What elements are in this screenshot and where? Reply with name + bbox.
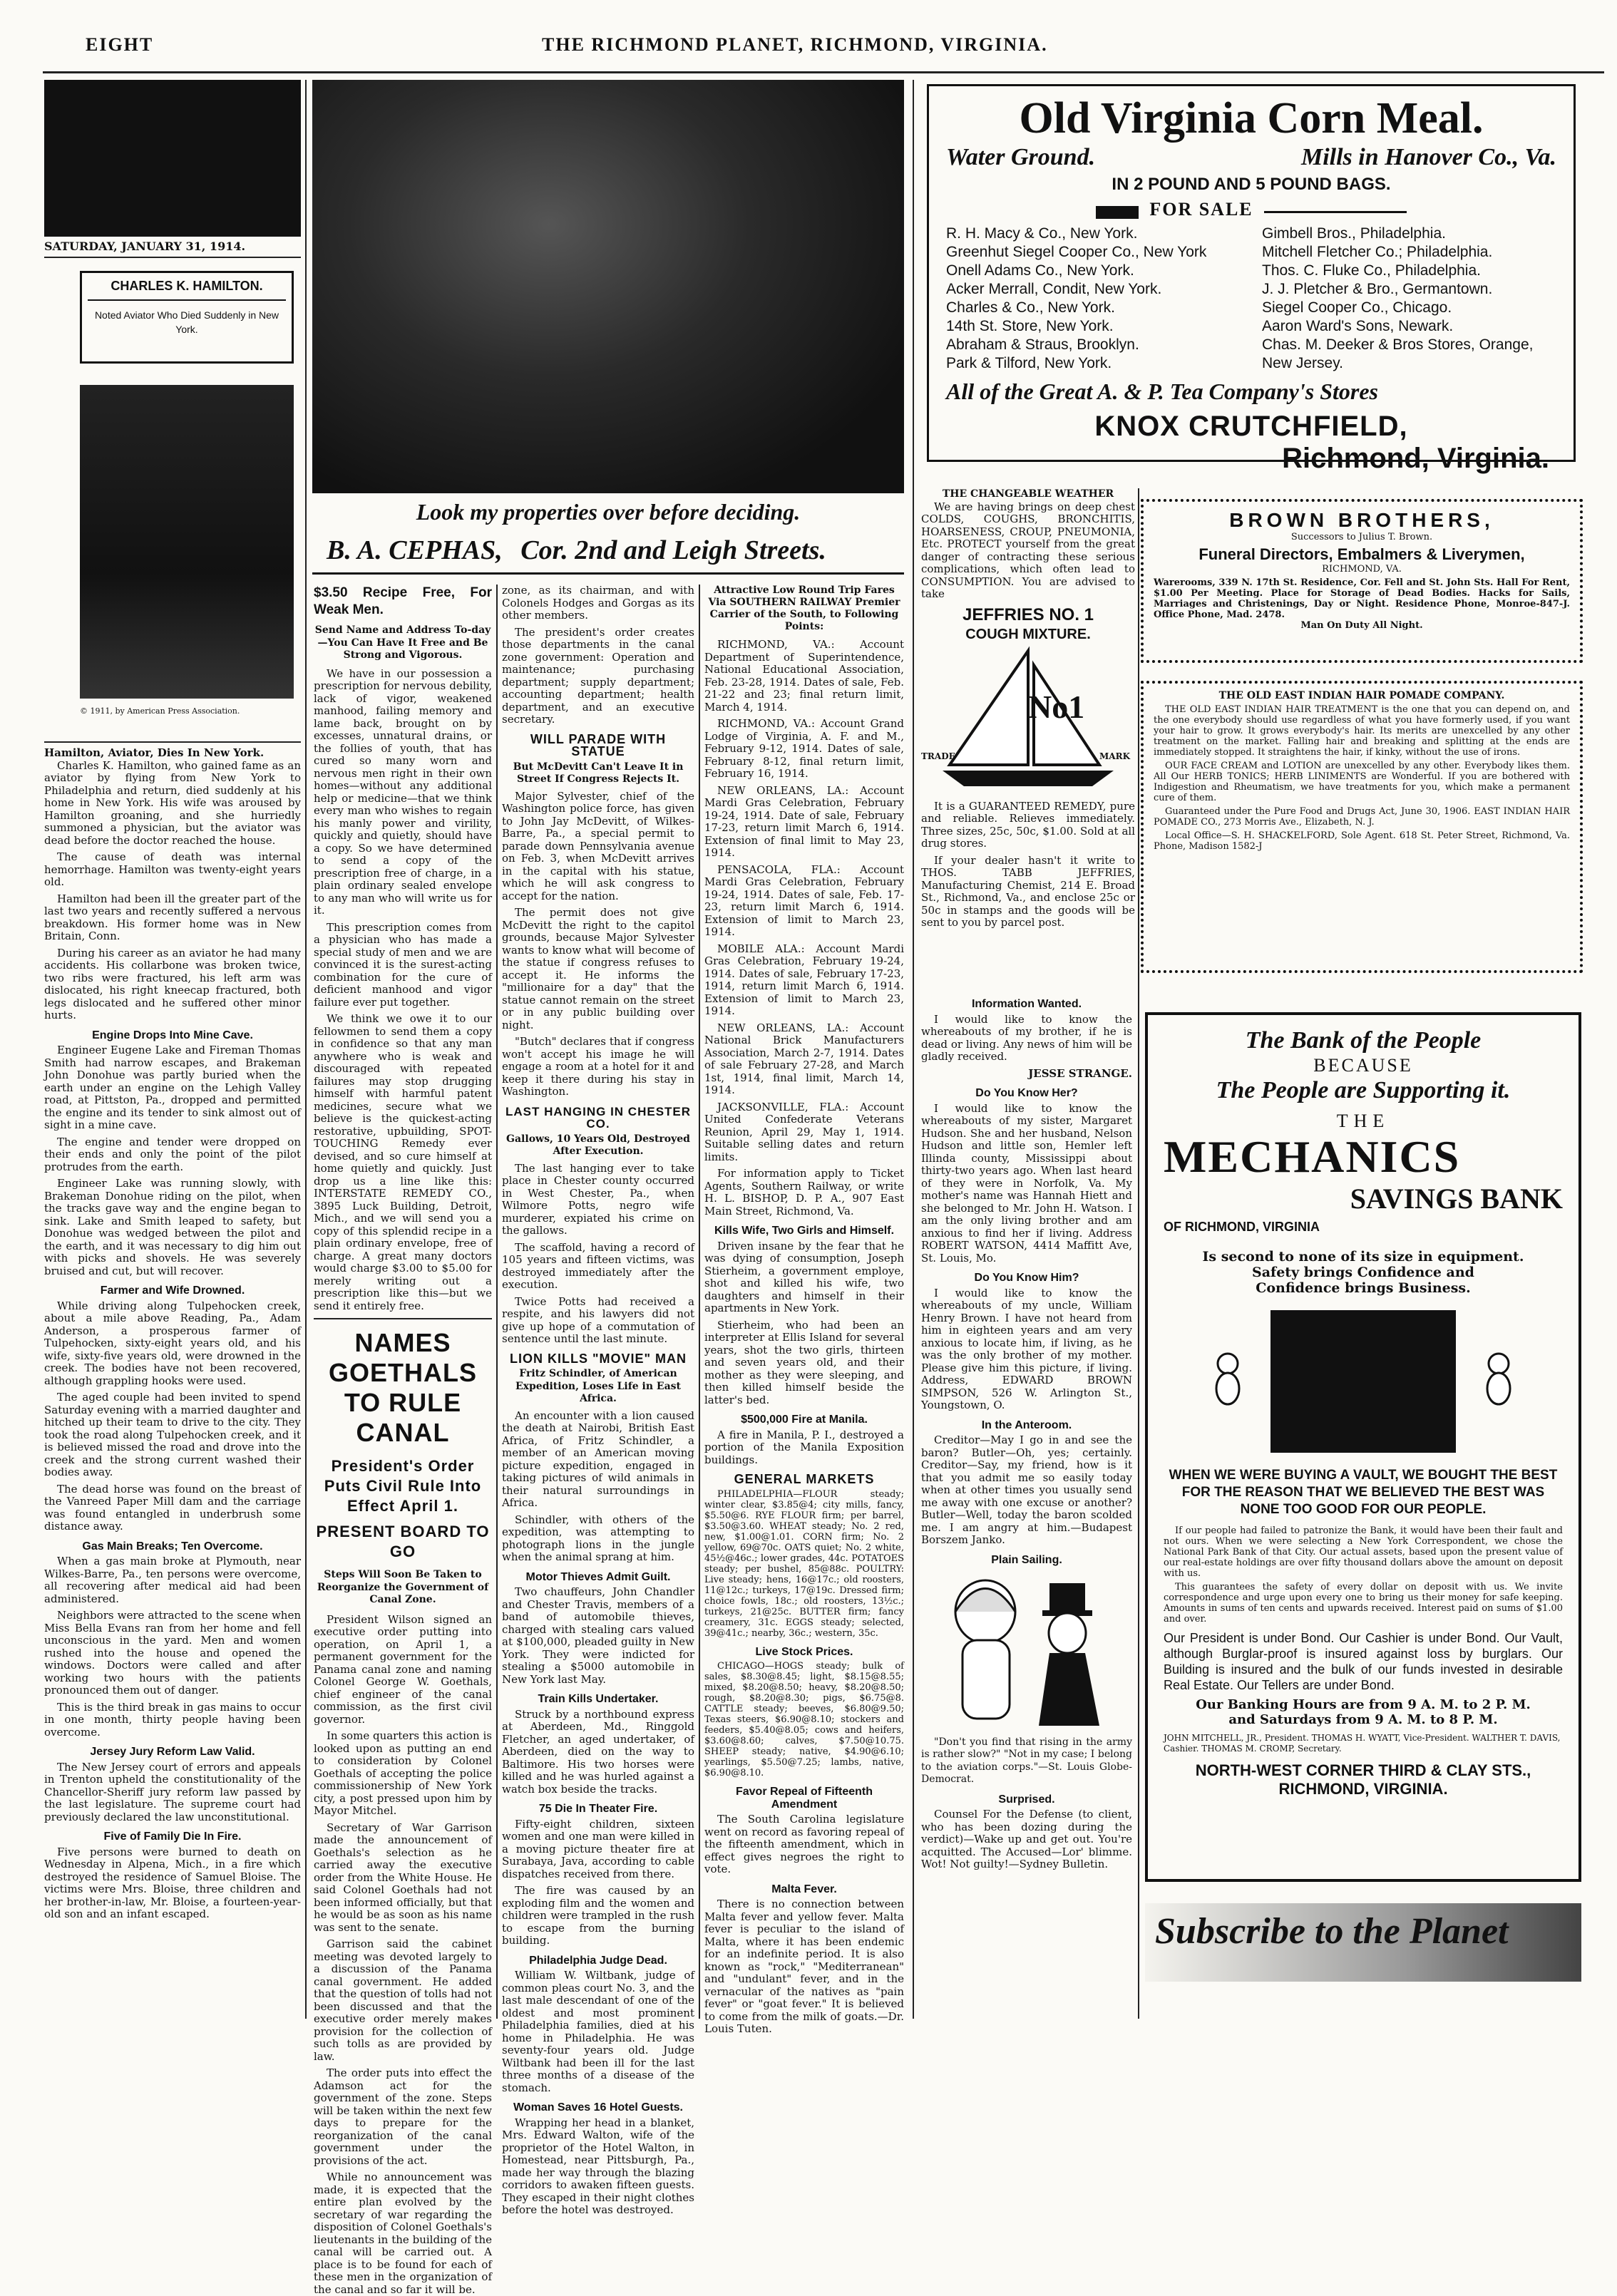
seller-item: Thos. C. Fluke Co., Philadelphia. — [1262, 262, 1481, 279]
article-paragraph: The New Jersey court of errors and appeals in Trenton upheld the constitutionality of the Chancellor-Sheriff jury reform law passed by the last legislature. The supreme court had previously declared the law unconstitutional. — [44, 1760, 301, 1823]
article-paragraph: While no announcement was made, it is expected that the entire plan evolved by the secretary of war regarding the disposition of Colonel Goethals's lieutenants in the building of the canal will be carried out. A place is to be found for each of these men in the organization of the canal and so far it will be. — [314, 2171, 492, 2296]
cherub-icon — [1206, 1349, 1249, 1414]
article-paragraph: The South Carolina legislature went on record as favoring repeal of the fifteenth amendment, which in effect gives negroes the right to vote. — [704, 1813, 904, 1875]
article-paragraph: The scaffold, having a record of 105 years and fifteen victims, was destroyed immediately after the execution. — [502, 1240, 694, 1291]
seller-item: 14th St. Store, New York. — [946, 318, 1114, 334]
knox-crutchfield: KNOX CRUTCHFIELD, — [1094, 411, 1408, 442]
trademark-boat — [921, 644, 1135, 800]
headline: Plain Sailing. — [991, 1553, 1062, 1566]
lion-headline: LION KILLS "MOVIE" MAN — [509, 1351, 687, 1366]
masthead-running: THE RICHMOND PLANET, RICHMOND, VIRGINIA. — [542, 34, 1048, 55]
article-paragraph: President Wilson signed an executive order putting into operation, on April 1, a permanent government for the Panama canal zone and naming Colonel George W. Goethals, chief engineer of the canal commission, as the first civil governor. — [314, 1612, 492, 1726]
cherub-icon — [1477, 1349, 1520, 1414]
article-paragraph: In some quarters this action is looked upon as putting an end to consideration by Colonel Goethals of accepting the police commissionership of New York city, a post pressed upon him by Mayor Mitchel. — [314, 1729, 492, 1817]
bank-vault: WHEN WE WERE BUYING A VAULT, WE BOUGHT THE BEST FOR THE REASON THAT WE BELIEVED THE BEST WAS NONE TOO GOOD FOR OUR PEOPLE. — [1169, 1468, 1558, 1517]
bank-building-photo — [1270, 1310, 1456, 1453]
article-paragraph: Wrapping her head in a blanket, Mrs. Edward Walton, wife of the proprietor of the Hotel Walton, in Homestead, near Pittsburgh, Pa., made her way through the blazing corridors to awaken fifteen guests. They escaped in their night clothes before the hotel was destroyed. — [502, 2116, 694, 2216]
recipe-subhead: Send Name and Address To-day—You Can Have It Free and Be Strong and Vigorous. — [314, 624, 491, 661]
brown-city: RICHMOND, VA. — [1322, 564, 1402, 575]
jeffries-name: JEFFRIES NO. 1 — [962, 604, 1094, 624]
article-paragraph: We are having brings on deep chest COLDS, COUGHS, BRONCHITIS, HOARSENESS, CROUP, PNEUMONIA, Etc. PROTECT yourself from the great danger of contracting these serious complications, which often lead to CONSUMPTION. You are advised to take — [921, 500, 1135, 600]
article-paragraph: zone, as its chairman, and with Colonels Hodges and Gorgas as its other members. — [502, 584, 694, 622]
article-paragraph: The president's order creates those departments in the canal zone government: Operation and maintenance; purchasing department; supply department; accounting department; health department, and an executive secretary. — [502, 625, 694, 726]
jeffries-cough-ad — [921, 488, 1135, 1059]
column-rule — [913, 80, 914, 2019]
article-paragraph: Five persons were burned to death on Wednesday in Alpena, Mich., in a fire which destroyed the residence of Samuel Bloise. The victims were Mrs. Bloise, three children and her brother-in-law, Mr. Bloise, a fourteen-year-old son and an infant escaped. — [44, 1845, 301, 1920]
sellers-right-column — [1262, 225, 1556, 373]
headline: Favor Repeal of Fifteenth Amendment — [735, 1786, 873, 1811]
seller-item: Greenhut Siegel Cooper Co., New York — [946, 244, 1207, 260]
article-paragraph: The fire was caused by an exploding film and the women and children were trampled in the rush to escape from the burning building. — [502, 1884, 694, 1947]
recipe-headline: $3.50 Recipe Free, For Weak Men. — [314, 585, 492, 617]
column-rule — [496, 585, 498, 2019]
seller-item: Abraham & Straus, Brooklyn. — [946, 336, 1139, 353]
article-paragraph: Twice Potts had received a respite, and his lawyers did not give up hope of a commutation of sentence until the last minute. — [502, 1294, 694, 1345]
article-paragraph: The aged couple had been invited to spend Saturday evening with a married daughter and hitched up their team to drive to the city. They took the road along Tulpehocken creek, and it is believed missed the road and drove into the creek and the strong current washed their bodies away. — [44, 1391, 301, 1478]
col1-rule — [44, 741, 301, 743]
article-paragraph: If your dealer hasn't it write to THOS. TABB JEFFRIES, Manufacturing Chemist, 214 E. Broad St., Richmond, Va., and enclose 25c or 50c in stamps and the goods will be sent to you by parcel post. — [921, 853, 1135, 929]
bank-hours-1: Our Banking Hours are from 9 A. M. to 2 P. M. — [1196, 1697, 1531, 1712]
headline: Five of Family Die In Fire. — [103, 1831, 242, 1843]
bank-of: OF RICHMOND, VIRGINIA — [1164, 1220, 1320, 1234]
article-paragraph: It is a GUARANTEED REMEDY, pure and reliable. Relieves immediately. Three sizes, 25c, 50c, $1.00. Sold at all drug stores. — [921, 799, 1135, 850]
bank-p2: This guarantees the safety of every dollar on deposit with us. We invite correspondence and urge upon every one to bring us their money for safe keeping. Amounts in sums of ten cents and upwards received. Interest paid on sums of $1.00 and over. — [1164, 1582, 1563, 1625]
headline: Farmer and Wife Drowned. — [100, 1285, 245, 1297]
bank-cherub-block — [1164, 1310, 1563, 1453]
hamilton-photo — [80, 385, 294, 699]
sellers-left-column — [946, 225, 1241, 373]
article-paragraph: Major Sylvester, chief of the Washington police force, has given to John Jay McDevitt, of Wilkes-Barre, Pa., a special permit to parade down Pennsylvania avenue on Feb. 3, when McDevitt arrives in the capital with his statue, which he will ask congress to accept for the nation. — [502, 789, 694, 902]
markets-headline: GENERAL MARKETS — [734, 1472, 875, 1486]
article-paragraph: While driving along Tulpehocken creek, about a mile above Reading, Pa., Adam Anderson, a prosperous farmer of Tulpehocken, sixty-eight years old, and his wife, sixty-five years old, were drowned in the creek. The bodies have not been recovered, although grappling hooks were used. — [44, 1299, 301, 1387]
cephas-slogan: Look my properties over before deciding. — [416, 499, 801, 525]
bank-city: RICHMOND, VIRGINIA. — [1278, 1780, 1448, 1798]
hamilton-caption: Noted Aviator Who Died Suddenly in New York. — [94, 309, 279, 335]
article-paragraph: MOBILE ALA.: Account Mardi Gras Celebration, February 19-24, 1914. Dates of sale, February 17-23, 1914, return limit March 6, 1914. Extension of limit to March 23, 1914. — [704, 942, 904, 1017]
pomade-p3: Guaranteed under the Pure Food and Drugs Act, June 30, 1906. EAST INDIAN HAIR POMADE CO., 273 Morris Ave., Elizabeth, N. J. — [1154, 806, 1570, 828]
headline: Surprised. — [998, 1793, 1055, 1806]
article-paragraph: Struck by a northbound express at Aberdeen, Md., Ringgold Fletcher, an aged undertaker, of Aberdeen, died on the way to Baltimore. His two horses were killed and he was hurled against a watch box beside the tracks. — [502, 1707, 694, 1796]
corn-meal-tagline — [946, 143, 1556, 172]
seller-item: R. H. Macy & Co., New York. — [946, 225, 1138, 242]
cartoon-caption: "Don't you find that rising in the army is rather slow?" "Not in my case; I belong to the aviation corps."—St. Louis Globe-Democrat. — [921, 1736, 1132, 1785]
headline: Woman Saves 16 Hotel Guests. — [513, 2101, 683, 2114]
trade-label: TRADE — [921, 751, 955, 761]
article-paragraph: PENSACOLA, FLA.: Account Mardi Gras Celebration, February 19-24, 1914. Dates of sale, Feb. 17-23, return limit March 6, 1914. Extension of limit to March 23, 1914. — [704, 863, 904, 938]
article-paragraph: A fire in Manila, P. I., destroyed a portion of the Manila Exposition buildings. — [704, 1428, 904, 1466]
bank-because: BECAUSE — [1313, 1055, 1413, 1076]
pomade-p4: Local Office—S. H. SHACKELFORD, Sole Agent. 618 St. Peter Street, Richmond, Va. Phone, Madison 1582-J — [1154, 830, 1570, 852]
photo-credit: © 1911, by American Press Association. — [80, 706, 240, 716]
column-1 — [44, 747, 301, 2023]
article-paragraph: NEW ORLEANS, LA.: Account Mardi Gras Celebration, February 19-24, 1914. Date of sale, February 17-23, return limit March 6, 1914. Extension of final limit to May 23, 1914. — [704, 783, 904, 859]
top-left-dark-block — [44, 80, 301, 237]
knox-city: Richmond, Virginia. — [1282, 443, 1549, 474]
bag-sizes: IN 2 POUND AND 5 POUND BAGS. — [1112, 175, 1391, 194]
article-paragraph: The cause of death was internal hemorrhage. Hamilton was twenty-eight years old. — [44, 850, 301, 888]
article-paragraph: Hamilton had been ill the greater part of the last two years and recently suffered a nervous breakdown. His former home was in New Britain, Conn. — [44, 892, 301, 942]
headline: Malta Fever. — [771, 1883, 837, 1895]
for-sale-label: FOR SALE — [1149, 199, 1253, 220]
headline: Information Wanted. — [971, 998, 1082, 1010]
bank-line-1: The Bank of the People — [1245, 1027, 1482, 1054]
headline: Live Stock Prices. — [755, 1645, 853, 1658]
article-paragraph: This is the third break in gas mains to occur in one month, thirty people having been overcome. — [44, 1700, 301, 1739]
headline: Jersey Jury Reform Law Valid. — [90, 1746, 255, 1758]
bank-corner: NORTH-WEST CORNER THIRD & CLAY STS., — [1195, 1761, 1531, 1779]
water-ground: Water Ground. — [946, 144, 1096, 170]
cephas-name: B. A. CEPHAS, — [327, 535, 503, 565]
bank-safety-2: Confidence brings Business. — [1256, 1280, 1471, 1296]
article-paragraph: When a gas main broke at Plymouth, near Wilkes-Barre, Pa., ten persons were overcome, all recovering after medical aid had been administered. — [44, 1555, 301, 1605]
article-paragraph: Driven insane by the fear that he was dying of consumption, Joseph Stierheim, a government employe, shot and killed his wife, two daughters and himself in their apartments in New York. — [704, 1239, 904, 1314]
headline: In the Anteroom. — [981, 1419, 1072, 1431]
goethals-deck-3: Steps Will Soon Be Taken to Reorganize the Government of Canal Zone. — [317, 1569, 489, 1605]
article-paragraph: NEW ORLEANS, LA.: Account National Brick Manufacturers Association, March 2-7, 1914. Dates of sale February 27-28, and March 1st, 1914, final limit, March 14, 1914. — [704, 1021, 904, 1096]
headline: Train Kills Undertaker. — [538, 1693, 659, 1705]
bank-hours-2: and Saturdays from 9 A. M. to 8 P. M. — [1228, 1712, 1498, 1727]
bank-the: THE — [1336, 1111, 1390, 1131]
cephas-property-photo — [312, 80, 904, 493]
article-paragraph: For information apply to Ticket Agents, Southern Railway, or write H. L. BISHOP, D. P. A., 907 East Main Street, Richmond, Va. — [704, 1167, 904, 1218]
bank-p3: Our President is under Bond. Our Cashier is under Bond. Our Vault, although Burglar-proof is insured against loss by burglars. Our Building is insured and the bulk of our funds invested in desirable Real Estate. Our Tellers are under Bond. — [1164, 1631, 1563, 1692]
article-paragraph: The permit does not give McDevitt the right to the capitol grounds, because Major Sylvester wants to know what will become of the statue if congress refuses to accept it. He informs the "millionaire for a day" that the statue cannot remain on the street or in any public building over night. — [502, 906, 694, 1031]
goethals-deck-1: President's Order Puts Civil Rule Into Effect April 1. — [324, 1457, 482, 1515]
header-rule — [43, 71, 1604, 73]
headline: Do You Know Her? — [975, 1087, 1078, 1099]
for-sale-banner — [946, 199, 1556, 220]
article-paragraph: Engineer Lake was running slowly, with Brakeman Donohue riding on the pilot, when the tracks gave way and the engine began to sink. Lake and Smith leaped to safety, but Donohue was wedged between the pilot and the earth, and it was necessary to dig him out with picks and shovels. He was severely bruised and cut, but will recover. — [44, 1177, 301, 1277]
mark-label: MARK — [1099, 751, 1130, 761]
article-paragraph: I would like to know the whereabouts of my uncle, William Henry Brown. I have not heard from him in eighteen years and am very anxious to locate him, if living, as he was the only brother of my mother. Please give him this picture, if living. Address, EDWARD BROWN SIMPSON, 526 W. Arlington St., Youngstown, O. — [921, 1286, 1132, 1411]
hamilton-name: CHARLES K. HAMILTON. — [88, 279, 286, 301]
article-paragraph: Counsel For the Defense (to client, who has been dozing during the verdict)—Wake up and get out. You're acquitted. The Accused—Lor' blimme. Wot! Not guilty!—Sydney Bulletin. — [921, 1808, 1132, 1870]
article-paragraph: The dead horse was found on the breast of the Vanreed Paper Mill dam and the carriage was found entangled in underbrush some distance away. — [44, 1482, 301, 1533]
article-paragraph: There is no connection between Malta fever and yellow fever. Malta fever is peculiar to the island of Malta, where it has been endemic for an indefinite period. It is also known as "rock," "Mediterranean" and "undulant" fever, and in the vernacular of the natives as "pain fever" or "goat fever." It is believed to come from the milk of goats.—Dr. Louis Tuten. — [704, 1898, 904, 2035]
seller-item: Charles & Co., New York. — [946, 299, 1115, 316]
article-paragraph: The engine and tender were dropped on their ends and only the point of the pilot protrudes from the earth. — [44, 1135, 301, 1173]
article-paragraph: An encounter with a lion caused the death at Nairobi, British East Africa, of Fritz Schindler, a member of an American moving picture expedition, engaged in taking pictures of wild animals in their natural surroundings in Africa. — [502, 1409, 694, 1509]
banner-bar — [1096, 206, 1139, 219]
article-paragraph: Schindler, with others of the expedition, was attempting to photograph lions in the jungle when the animal sprang at him. — [502, 1513, 694, 1563]
article-paragraph: Secretary of War Garrison made the announcement of Goethals's selection as he carried away the executive order from the White House. He said Colonel Goethals had not been informed officially, but that he would be as soon as his name was sent to the senate. — [314, 1821, 492, 1934]
seller-item: Siegel Cooper Co., Chicago. — [1262, 299, 1452, 316]
pomade-p2: OUR FACE CREAM and LOTION are unexcelled by any other. Everybody likes them. All Our HERB TONICS; HERB LINIMENTS are Wonderful. If you are bothered with Indigestion and Rheumatism, we have treatments for you, which make a permanent cure of them. — [1154, 761, 1570, 803]
article-paragraph: Garrison said the cabinet meeting was devoted largely to a discussion of the Panama canal government. He added that the question of tolls had not been discussed and that the executive order merely makes provision for the collection of such tolls as are provided by law. — [314, 1937, 492, 2063]
headline: 75 Die In Theater Fire. — [538, 1803, 658, 1815]
brown-line: Funeral Directors, Embalmers & Liverymen, — [1198, 545, 1525, 563]
hamilton-caption-box — [80, 271, 294, 364]
cephas-address: Cor. 2nd and Leigh Streets. — [520, 535, 826, 565]
bank-p1: If our people had failed to patronize the Bank, it would have been their fault and not ours. When we were selecting a New York Correspondent, we chose the National Park Bank of that City. Our actual assets, based upon the present value of our real-estate holdings are over fifty thousand dollars above the amount on deposit with us. — [1164, 1525, 1563, 1579]
seller-item: Mitchell Fletcher Co.; Philadelphia. — [1262, 244, 1493, 260]
article-paragraph: I would like to know the whereabouts of my sister, Margaret Hudson. She and her husband, Nelson Hudson and little son, Hemler left Illinda county, Mississippi about thirty-two years ago. When last heard of they were in Norfolk, Va. My mother's name was Hannah Hiett and she belonged to Mr. John H. Watson. I am the only living brother and am anxious to find her if living. Address ROBERT WATSON, 4414 Maffitt Ave, St. Louis, Mo. — [921, 1101, 1132, 1265]
seller-item: Acker Merrall, Condit, New York. — [946, 281, 1162, 297]
hanging-headline: LAST HANGING IN CHESTER CO. — [505, 1104, 692, 1131]
dateline-rule — [44, 257, 301, 258]
article-paragraph: William W. Wiltbank, judge of common pleas court No. 3, and the last male descendant of one of the oldest and most prominent Philadelphia families, died at his home in Philadelphia. He was seventy-four years old. Judge Wiltbank had been ill for the last three months of a disease of the stomach. — [502, 1969, 694, 2094]
headline: Motor Thieves Admit Guilt. — [525, 1570, 671, 1583]
pomade-p1: THE OLD EAST INDIAN HAIR TREATMENT is the one that you can depend on, and the one everybody should use regardless of what you have formerly used, if you want your hair to grow. It grows everybody's hair. Its merits are unexcelled by any other treatment on the market. Falling hair and breaking and splitting at the ends are immediately stopped. It straightens the hair, if kinky, without the use of irons. — [1154, 704, 1570, 758]
article-paragraph: The last hanging ever to take place in Chester county occurred in West Chester, Pa., when Wilmore Potts, negro wife murderer, expiated his crime on the gallows. — [502, 1161, 694, 1237]
page-number: EIGHT — [86, 34, 154, 55]
article-paragraph: I would like to know the whereabouts of my brother, if he is dead or living. Any news of him will be gladly received. — [921, 1012, 1132, 1063]
brown-night: Man On Duty All Night. — [1300, 620, 1423, 631]
page-header — [0, 0, 1617, 71]
jeffries-subtitle: COUGH MIXTURE. — [965, 626, 1091, 642]
corn-meal-ad — [927, 84, 1576, 474]
banner-rule — [1264, 211, 1407, 213]
article-paragraph: Fifty-eight children, sixteen women and one man were killed in a moving picture theater fire at Surabaya, Java, according to cable dispatches received from there. — [502, 1817, 694, 1880]
cephas-address-line — [312, 535, 904, 575]
article-paragraph: Engineer Eugene Lake and Fireman Thomas Smith had narrow escapes, and Brakeman John Donohue was partly buried when the earth under an engine on the Lehigh Valley road, at Pittston, Pa., dropped and permitted the engine and its tender to sink almost out of sight in a mine cave. — [44, 1044, 301, 1131]
subscribe-banner: Subscribe to the Planet — [1145, 1903, 1581, 1982]
seller-item: Chas. M. Deeker & Bros Stores, Orange, New Jersey. — [1262, 336, 1534, 371]
bank-mechanics: MECHANICS — [1164, 1131, 1461, 1182]
column-rule — [1138, 488, 1139, 2019]
statue-headline: WILL PARADE WITH STATUE — [530, 731, 667, 758]
brown-brothers-ad — [1141, 499, 1583, 663]
goethals-headline: NAMES GOETHALS TO RULE CANAL — [328, 1328, 477, 1447]
signature: JESSE STRANGE. — [1028, 1066, 1132, 1080]
section-rule — [314, 1318, 492, 1319]
article-paragraph: Stierheim, who had been an interpreter at Ellis Island for several years, shot the two girls, thirteen and seven years old, and their mother as they were sleeping, and then killed himself beside the latter's bed. — [704, 1318, 904, 1406]
headline: Engine Drops Into Mine Cave. — [92, 1029, 253, 1041]
bank-safety-1: Safety brings Confidence and — [1252, 1265, 1474, 1280]
jeffries-headline: THE CHANGEABLE WEATHER — [942, 488, 1114, 500]
mills-location: Mills in Hanover Co., Va. — [1300, 144, 1556, 170]
article-paragraph: This prescription comes from a physician who has made a special study of men and we are convinced it is the surest-acting combination for the cure of deficient manhood and vigor failure ever put together. — [314, 920, 492, 1009]
headline: Do You Know Him? — [974, 1272, 1079, 1284]
column-rule — [699, 585, 700, 2019]
column-2 — [314, 585, 492, 2296]
bank-officers: JOHN MITCHELL, JR., President. THOMAS H. WYATT, Vice-President. WALTHER T. DAVIS, Cashier. THOMAS M. CROMP, Secretary. — [1164, 1733, 1561, 1754]
article-paragraph: "Butch" declares that if congress won't accept his image he will engage a room at a hotel for it and keep it there during his stay in Washington. — [502, 1035, 694, 1098]
article-paragraph: PHILADELPHIA—FLOUR steady; winter clear, $3.85@4; city mills, fancy, $5.50@6. RYE FLOUR firm; per barrel, $3.50@3.60. WHEAT steady; No. 2 red, new, $1.00@1.01. CORN firm; No. 2 yellow, 69@70c. OATS quiet; No. 2 white, 45½@46c.; lower grades, 44c. POTATOES steady; per bushel, 85@88c. POULTRY: Live steady; hens, 16@17c.; old roosters, 11@12c.; turkeys, 17@19c. Dressed firm; choice fowls, 18c.; old roosters, 13½c.; turkeys, 21@25c. BUTTER firm; fancy creamery, 31c. EGGS steady; selected, 39@41c.; nearby, 36c.; western, 35c. — [704, 1488, 904, 1639]
seller-item: Onell Adams Co., New York. — [946, 262, 1134, 279]
brown-title: BROWN BROTHERS, — [1229, 509, 1494, 531]
pomade-ad — [1141, 681, 1583, 973]
tea-company-line: All of the Great A. & P. Tea Company's Stores — [946, 379, 1378, 404]
article-paragraph: Charles K. Hamilton, who gained fame as an aviator by flying from New York to Philadelphia and return, died suddenly at his home in New York. His wife was aroused by Hamilton groaning, and she hurriedly summoned a physician, but the aviator was dead before the doctor reached the house. — [44, 758, 301, 847]
article-paragraph: During his career as an aviator he had many accidents. His collarbone was broken twice, two ribs were fractured, his left arm was dislocated, his right kneecap fractured, both legs dislocated and he suffered other minor hurts. — [44, 946, 301, 1021]
headline: Gas Main Breaks; Ten Overcome. — [82, 1540, 263, 1553]
article-paragraph: The order puts into effect the Adamson act for the government of the zone. Steps will be taken within the next few days to prepare for the reorganization of the canal government under the provisions of the act. — [314, 2066, 492, 2167]
pomade-title: THE OLD EAST INDIAN HAIR POMADE COMPANY. — [1218, 690, 1505, 701]
dateline: SATURDAY, JANUARY 31, 1914. — [44, 240, 246, 253]
article-paragraph: We think we owe it to our fellowmen to send them a copy in confidence so that any man anywhere who is weak and discouraged with repeated failures may stop drugging himself with harmful patent medicines, secure what we believe is the quickest-acting restorative, upbuilding, SPOT-TOUCHING Remedy ever devised, and so cure himself at home quietly and quickly. Just drop us a line like this: INTERSTATE REMEDY CO., 3895 Luck Building, Detroit, Mich., and we will send you a copy of this splendid recipe in a plain ordinary envelope, free of charge. A great many doctors would charge $3.00 to $5.00 for merely writing out a prescription like this—but we send it entirely free. — [314, 1012, 492, 1312]
article-paragraph: RICHMOND, VA.: Account Department of Superintendence, National Educational Association, Feb. 23-28, 1914. Dates of sale, Feb. 21-22 and 23; final return limit, March 4, 1914. — [704, 638, 904, 714]
hamilton-headline: Hamilton, Aviator, Dies In New York. — [44, 746, 265, 759]
sail-number: No1 — [1028, 688, 1085, 725]
mechanics-bank-ad — [1145, 1012, 1581, 1882]
headline: $500,000 Fire at Manila. — [741, 1414, 868, 1426]
seller-item: Park & Tilford, New York. — [946, 355, 1112, 371]
goethals-deck-2: PRESENT BOARD TO GO — [316, 1523, 490, 1560]
statue-deck: But McDevitt Can't Leave It in Street If Congress Rejects It. — [513, 761, 684, 785]
seller-item: Gimbell Bros., Philadelphia. — [1262, 225, 1446, 242]
headline: Kills Wife, Two Girls and Himself. — [714, 1225, 895, 1237]
bank-second: Is second to none of its size in equipment. — [1202, 1249, 1524, 1265]
brown-successor: Successors to Julius T. Brown. — [1290, 532, 1433, 542]
brown-details: Warerooms, 339 N. 17th St. Residence, Cor. Fell and St. John Sts. Hall For Rent, $1.00 Per Meeting. Place for Storage of Dead Bodies. Hacks for Sails, Marriages and Christenings, Day or Night. Residence Phone, Monroe-847-J. Office Phone, Mad. 2478. — [1154, 577, 1570, 620]
article-paragraph: Two chauffeurs, John Chandler and Chester Travis, members of a band of automobile thieves, charged with stealing cars valued at $100,000, pleaded guilty in New York. They were indicted for stealing a $5000 automobile in New York last May. — [502, 1585, 694, 1686]
seller-item: Aaron Ward's Sons, Newark. — [1262, 318, 1454, 334]
column-3 — [502, 584, 694, 2216]
article-paragraph: Neighbors were attracted to the scene when Miss Bella Evans ran from her home and fell unconscious in the yard. Men and women rushed into the house and opened the windows. Doctors were called and after working two hours with the patients pronounced them out of danger. — [44, 1609, 301, 1697]
bank-line-3: The People are Supporting it. — [1216, 1077, 1511, 1103]
column-rule — [305, 80, 307, 2019]
article-paragraph: RICHMOND, VA.: Account Grand Lodge of Virginia, A. F. and M., February 9-12, 1914. Dates of sale, February 8-12, final return limit, February 16, 1914. — [704, 717, 904, 780]
headline: Philadelphia Judge Dead. — [529, 1954, 667, 1967]
aviator-cartoon-illustration — [921, 1569, 1132, 1733]
seller-item: J. J. Pletcher & Bro., Germantown. — [1262, 281, 1493, 297]
corn-meal-title: Old Virginia Corn Meal. — [1019, 94, 1484, 143]
article-paragraph: JACKSONVILLE, FLA.: Account United Confederate Veterans Reunion, April 29, May 1, 1914. Suitable selling dates and return limits. — [704, 1100, 904, 1163]
railway-headline: Attractive Low Round Trip Fares Via SOUTHERN RAILWAY Premier Carrier of the South, to Following Points: — [708, 585, 900, 632]
sellers-list — [946, 225, 1556, 373]
column-4 — [704, 585, 904, 2035]
column-5 — [921, 991, 1132, 2024]
article-paragraph: CHICAGO—HOGS steady; bulk of sales, $8.30@8.45; light, $8.15@8.55; mixed, $8.20@8.50; heavy, $8.20@8.50; rough, $8.20@8.30; pigs, $6.75@8. CATTLE steady; beeves, $6.80@9.50; Texas steers, $6.90@8.10; stockers and feeders, $5.40@8.05; cows and heifers, $3.60@8.60; calves, $7.50@10.75. SHEEP steady; native, $4.90@6.10; yearlings, $5.50@7.25; lambs, native, $6.90@8.10. — [704, 1661, 904, 1778]
article-paragraph: Creditor—May I go in and see the baron? Butler—Oh, yes; certainly. Creditor—Say, my friend, how is it that you admit me so easily today when at other times you usually send me away with one excuse or another? Butler—Well, today the baron scolded me. I am angry at him.—Budapest Borszem Janko. — [921, 1433, 1132, 1546]
bank-savings: SAVINGS BANK — [1350, 1183, 1563, 1215]
hanging-deck: Gallows, 10 Years Old, Destroyed After Execution. — [506, 1133, 690, 1157]
lion-deck: Fritz Schindler, of American Expedition, Loses Life in East Africa. — [515, 1368, 682, 1404]
article-paragraph: We have in our possession a prescription for nervous debility, lack of vigor, weakened manhood, failing memory and lame back, brought on by excesses, unnatural drains, or the follies of youth, that has cured so many worn and nervous men right in their own homes—without any additional help or medicine—that we think every man who wishes to regain his manly power and virility, quickly and quietly, should have a copy. So we have determined to send a copy of the prescription free of charge, in a plain ordinary sealed envelope to any man who will write us for it. — [314, 666, 492, 917]
